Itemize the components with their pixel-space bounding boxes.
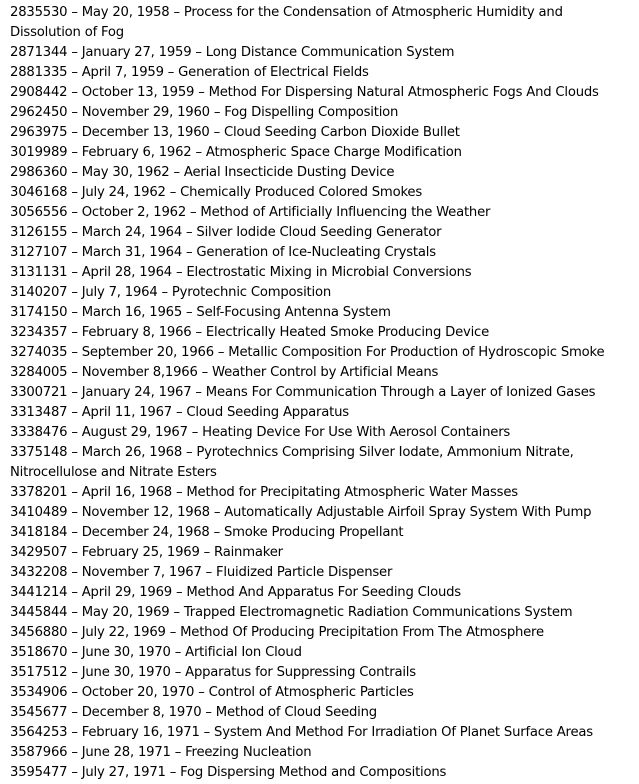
patent-entry: 3418184 – December 24, 1968 – Smoke Producing Propellant [10,525,404,540]
patent-entry: 3019989 – February 6, 1962 – Atmospheric Space Charge Modification [10,145,462,160]
patent-entry: 3545677 – December 8, 1970 – Method of Cloud Seeding [10,705,377,720]
patent-entry: 3456880 – July 22, 1969 – Method Of Producing Precipitation From The Atmosphere [10,625,544,640]
patent-entry: 3564253 – February 16, 1971 – System And Method For Irradiation Of Planet Surface Areas [10,725,593,740]
patent-entry: 3131131 – April 28, 1964 – Electrostatic Mixing in Microbial Conversions [10,265,472,280]
patent-entry: 2963975 – December 13, 1960 – Cloud Seeding Carbon Dioxide Bullet [10,125,460,140]
patent-entry: 3441214 – April 29, 1969 – Method And Apparatus For Seeding Clouds [10,585,461,600]
patent-entry: 3338476 – August 29, 1967 – Heating Device For Use With Aerosol Containers [10,425,511,440]
patent-entry: 3517512 – June 30, 1970 – Apparatus for Suppressing Contrails [10,665,416,680]
patent-entry: 3284005 – November 8,1966 – Weather Control by Artificial Means [10,365,439,380]
patent-entry: 3140207 – July 7, 1964 – Pyrotechnic Composition [10,285,332,300]
patent-entry: 2835530 – May 20, 1958 – Process for the Condensation of Atmospheric Humidity and Dissolution of Fog [10,5,563,40]
patent-entry: 3378201 – April 16, 1968 – Method for Precipitating Atmospheric Water Masses [10,485,518,500]
patent-entry: 3056556 – October 2, 1962 – Method of Artificially Influencing the Weather [10,205,491,220]
patent-entry: 2871344 – January 27, 1959 – Long Distance Communication System [10,45,455,60]
patent-entry: 3432208 – November 7, 1967 – Fluidized Particle Dispenser [10,565,393,580]
patent-entry: 3174150 – March 16, 1965 – Self-Focusing Antenna System [10,305,391,320]
patent-entry: 3300721 – January 24, 1967 – Means For Communication Through a Layer of Ionized Gases [10,385,596,400]
patent-entry: 3429507 – February 25, 1969 – Rainmaker [10,545,283,560]
patent-list [10,3,636,783]
patent-entry: 2986360 – May 30, 1962 – Aerial Insecticide Dusting Device [10,165,395,180]
patent-entry: 3518670 – June 30, 1970 – Artificial Ion Cloud [10,645,302,660]
patent-entry: 2881335 – April 7, 1959 – Generation of Electrical Fields [10,65,369,80]
patent-entry: 3234357 – February 8, 1966 – Electrically Heated Smoke Producing Device [10,325,490,340]
patent-entry: 3410489 – November 12, 1968 – Automatically Adjustable Airfoil Spray System With Pump [10,505,592,520]
patent-entry: 3127107 – March 31, 1964 – Generation of Ice-Nucleating Crystals [10,245,436,260]
patent-entry: 3313487 – April 11, 1967 – Cloud Seeding Apparatus [10,405,349,420]
patent-entry: 3587966 – June 28, 1971 – Freezing Nucleation [10,745,312,760]
patent-entry: 2908442 – October 13, 1959 – Method For Dispersing Natural Atmospheric Fogs And Clouds [10,85,599,100]
patent-entry: 3595477 – July 27, 1971 – Fog Dispersing Method and Compositions [10,765,447,780]
patent-entry: 3445844 – May 20, 1969 – Trapped Electromagnetic Radiation Communications System [10,605,573,620]
patent-entry: 3274035 – September 20, 1966 – Metallic Composition For Production of Hydroscopic Smoke [10,345,605,360]
patent-entry: 3126155 – March 24, 1964 – Silver Iodide Cloud Seeding Generator [10,225,442,240]
patent-entry: 3046168 – July 24, 1962 – Chemically Produced Colored Smokes [10,185,422,200]
patent-entry: 3375148 – March 26, 1968 – Pyrotechnics Comprising Silver Iodate, Ammonium Nitrate, Nitrocellulose and Nitrate Esters [10,445,574,480]
patent-entry: 3534906 – October 20, 1970 – Control of Atmospheric Particles [10,685,414,700]
patent-entry: 2962450 – November 29, 1960 – Fog Dispelling Composition [10,105,399,120]
